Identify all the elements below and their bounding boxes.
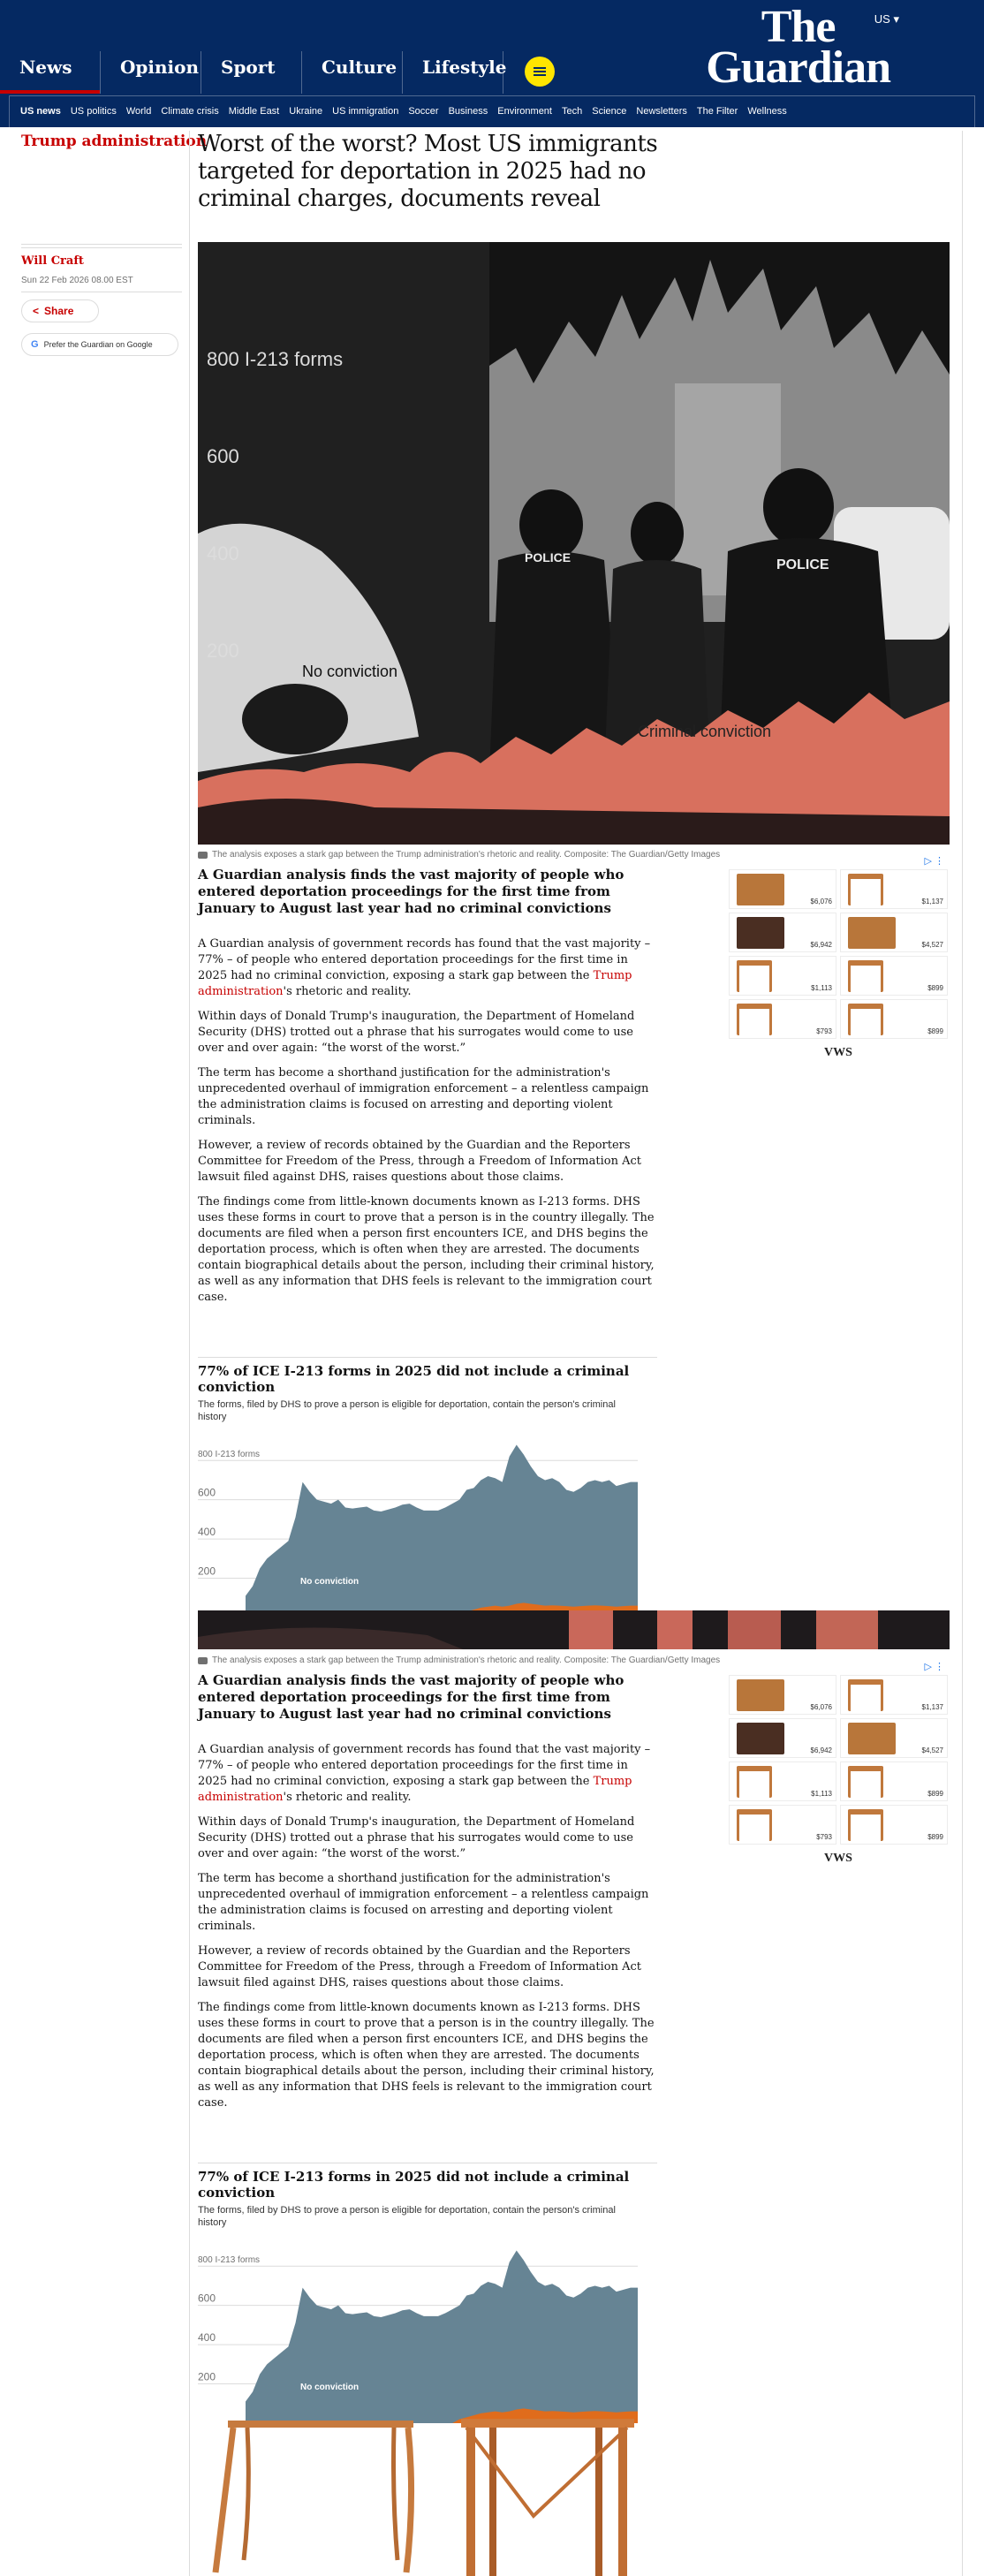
pillar-lifestyle[interactable]: Lifestyle xyxy=(403,51,503,94)
column-divider xyxy=(189,131,190,2576)
chart-container xyxy=(198,1357,657,1626)
section-label[interactable]: Trump administration xyxy=(21,133,208,150)
series-label-no-conviction: No conviction xyxy=(300,2383,360,2393)
prefer-google-button[interactable] xyxy=(21,333,178,356)
ad-product[interactable]: $4,527 xyxy=(840,913,948,952)
police-patch-1: POLICE xyxy=(525,550,571,564)
series-label-no-conviction: No conviction xyxy=(300,1577,360,1587)
subnav-us-politics[interactable]: US politics xyxy=(70,106,117,117)
ad-product[interactable]: $1,137 xyxy=(840,869,948,909)
paragraph: However, a review of records obtained by the Guardian and the Reporters Committee for Freedom of the Press, through a Freedom of Information Act lawsuit filed against DHS, raises questions about those claims. xyxy=(198,1944,641,1989)
paragraph: Within days of Donald Trump's inauguration, the Department of Homeland Security (DHS) trotted out a phrase that his surrogates would come to use over and over again: “the worst of the worst.” xyxy=(198,1010,635,1055)
prefer-google-label: Prefer the Guardian on Google xyxy=(43,340,153,349)
standfirst: A Guardian analysis finds the vast majority of people who entered deportation proceedings for the first time from January to August last year had no criminal convictions xyxy=(198,867,624,916)
chart-subtitle: The forms, filed by DHS to prove a person is eligible for deportation, contain the person's criminal history xyxy=(198,1399,616,1422)
camera-icon xyxy=(198,1657,208,1664)
subnav-world[interactable]: World xyxy=(125,106,152,117)
subnav-us-immigration[interactable]: US immigration xyxy=(332,106,399,117)
subnav-tech[interactable]: Tech xyxy=(562,106,583,117)
ad-logo[interactable]: VWS xyxy=(824,1852,852,1865)
advertisement[interactable] xyxy=(729,856,948,1072)
y-tick-label: 600 xyxy=(198,2292,216,2305)
ad-product[interactable]: $793 xyxy=(729,999,836,1039)
y-tick-label: 200 xyxy=(198,2370,216,2383)
y-tick-label: 800 I-213 forms xyxy=(198,2255,261,2266)
headline: Worst of the worst? Most US immigrants targeted for deportation in 2025 had no criminal charges, documents reveal xyxy=(198,131,658,212)
hero-y-label-400: 400 xyxy=(207,542,239,564)
ad-product[interactable]: $1,113 xyxy=(729,956,836,996)
pillar-news[interactable]: News xyxy=(0,51,101,94)
trump-administration-link[interactable]: Trump administration xyxy=(198,1775,632,1804)
hero-image-strip xyxy=(198,1610,950,1649)
ad-product[interactable]: $6,076 xyxy=(729,869,836,909)
share-button[interactable] xyxy=(21,299,99,322)
ad-choices-icon[interactable]: ▷ ⋮ xyxy=(924,856,944,867)
share-label: Share xyxy=(44,305,74,317)
hero-image xyxy=(198,242,950,845)
ad-choices-icon[interactable]: ▷ ⋮ xyxy=(924,1662,944,1672)
publish-date: Sun 22 Feb 2026 08.00 EST xyxy=(21,276,133,285)
subnav-us-news[interactable]: US news xyxy=(20,106,61,117)
subnav-newsletters[interactable]: Newsletters xyxy=(636,106,687,117)
paragraph: A Guardian analysis of government records has found that the vast majority – 77% – of people who entered deportation proceedings for the first time in 2025 had no criminal conviction, exposing a stark gap between the Trump administration's rhetoric and reality. xyxy=(198,1743,651,1804)
hero-label-no-conviction: No conviction xyxy=(302,663,398,680)
share-icon: < xyxy=(33,305,40,317)
image-caption: The analysis exposes a stark gap between the Trump administration's rhetoric and reality. Composite: The Guardian/Getty Images xyxy=(198,1655,720,1665)
series-no-conviction xyxy=(246,1444,638,1618)
edition-selector[interactable]: US ▾ xyxy=(874,12,899,26)
divider xyxy=(21,244,182,245)
paragraph: The term has become a shorthand justification for the administration's unprecedented overhaul of immigration enforcement – a relentless campaign the administration claims is focused on arresting and deporting violent criminals. xyxy=(198,1066,649,1127)
chart-title: 77% of ICE I-213 forms in 2025 did not include a criminal conviction xyxy=(198,2169,630,2201)
ad-product[interactable]: $899 xyxy=(840,1805,948,1845)
subnav-ukraine[interactable]: Ukraine xyxy=(289,106,323,117)
series-no-conviction xyxy=(246,2250,638,2423)
pillar-nav xyxy=(0,51,507,94)
chart-subtitle: The forms, filed by DHS to prove a person is eligible for deportation, contain the person's criminal history xyxy=(198,2205,616,2228)
article-body xyxy=(198,936,657,1315)
paragraph: The term has become a shorthand justification for the administration's unprecedented overhaul of immigration enforcement – a relentless campaign the administration claims is focused on arresting and deporting violent criminals. xyxy=(198,1872,649,1933)
subnav-business[interactable]: Business xyxy=(448,106,488,117)
hamburger-icon xyxy=(534,67,546,76)
subnav-wellness[interactable]: Wellness xyxy=(747,106,787,117)
pillar-opinion[interactable]: Opinion xyxy=(101,51,201,94)
y-tick-label: 400 xyxy=(198,1526,216,1539)
byline[interactable]: Will Craft xyxy=(21,254,84,268)
image-caption: The analysis exposes a stark gap between the Trump administration's rhetoric and reality. Composite: The Guardian/Getty Images xyxy=(198,850,720,860)
trump-administration-link[interactable]: Trump administration xyxy=(198,969,632,998)
area-chart xyxy=(198,1423,657,1626)
paragraph: Within days of Donald Trump's inauguration, the Department of Homeland Security (DHS) trotted out a phrase that his surrogates would come to use over and over again: “the worst of the worst.” xyxy=(198,1815,635,1860)
chart-title: 77% of ICE I-213 forms in 2025 did not include a criminal conviction xyxy=(198,1363,630,1395)
menu-button[interactable] xyxy=(525,57,555,87)
y-tick-label: 600 xyxy=(198,1486,216,1499)
subnav-environment[interactable]: Environment xyxy=(497,106,552,117)
column-divider xyxy=(962,131,963,2576)
chevron-down-icon: ▾ xyxy=(893,12,899,26)
subnav-science[interactable]: Science xyxy=(592,106,627,117)
standfirst: A Guardian analysis finds the vast majority of people who entered deportation proceedings for the first time from January to August last year had no criminal convictions xyxy=(198,1672,624,1722)
area-chart xyxy=(198,2229,657,2432)
chart-container xyxy=(198,2163,657,2432)
ad-product[interactable]: $793 xyxy=(729,1805,836,1845)
police-patch-2: POLICE xyxy=(776,557,829,572)
subnav-middle-east[interactable]: Middle East xyxy=(228,106,280,117)
hero-label-criminal-conviction: Criminal conviction xyxy=(638,723,772,740)
ad-product[interactable]: $1,113 xyxy=(729,1762,836,1801)
ad-product[interactable]: $6,942 xyxy=(729,913,836,952)
sub-navigation xyxy=(9,95,975,127)
paragraph: A Guardian analysis of government records has found that the vast majority – 77% – of people who entered deportation proceedings for the first time in 2025 had no criminal conviction, exposing a stark gap between the Trump administration's rhetoric and reality. xyxy=(198,937,651,998)
hero-y-label-800: 800 I-213 forms xyxy=(207,348,344,370)
paragraph: The findings come from little-known documents known as I-213 forms. DHS uses these forms in court to prove that a person is in the country illegally. The documents are filed when a person first encounters ICE, and DHS begins the deportation process, which is often when they are arrested. The documents contain biographical details about the person, including their criminal history, as well as any information that DHS feels is relevant to the immigration court case. xyxy=(198,2001,655,2110)
camera-icon xyxy=(198,852,208,859)
ad-product[interactable]: $4,527 xyxy=(840,1718,948,1758)
ad-product[interactable]: $899 xyxy=(840,1762,948,1801)
divider xyxy=(21,247,182,248)
advertisement[interactable] xyxy=(729,1662,948,1878)
article-body xyxy=(198,1742,657,2120)
paragraph: However, a review of records obtained by the Guardian and the Reporters Committee for Freedom of the Press, through a Freedom of Information Act lawsuit filed against DHS, raises questions about those claims. xyxy=(198,1139,641,1184)
y-tick-label: 400 xyxy=(198,2331,216,2345)
ad-product[interactable]: $899 xyxy=(840,999,948,1039)
hero-y-label-600: 600 xyxy=(207,445,239,467)
ad-product[interactable]: $6,942 xyxy=(729,1718,836,1758)
masthead xyxy=(0,0,984,127)
pillar-culture[interactable]: Culture xyxy=(302,51,403,94)
ad-product[interactable]: $1,137 xyxy=(840,1675,948,1715)
ad-logo[interactable]: VWS xyxy=(824,1046,852,1059)
guardian-logo[interactable]: The Guardian xyxy=(706,2,890,93)
hero-y-label-200: 200 xyxy=(207,640,239,662)
ad-product[interactable]: $899 xyxy=(840,956,948,996)
y-tick-label: 200 xyxy=(198,1565,216,1578)
paragraph: The findings come from little-known documents known as I-213 forms. DHS uses these forms in court to prove that a person is in the country illegally. The documents are filed when a person first encounters ICE, and DHS begins the deportation process, which is often when they are arrested. The documents contain biographical details about the person, including their criminal history, as well as any information that DHS feels is relevant to the immigration court case. xyxy=(198,1195,655,1304)
google-icon: G xyxy=(31,339,39,350)
subnav-soccer[interactable]: Soccer xyxy=(408,106,439,117)
pillar-sport[interactable]: Sport xyxy=(201,51,302,94)
ad-product[interactable]: $6,076 xyxy=(729,1675,836,1715)
y-tick-label: 800 I-213 forms xyxy=(198,1450,261,1460)
ad-furniture-image[interactable] xyxy=(198,2410,657,2576)
subnav-the-filter[interactable]: The Filter xyxy=(696,106,738,117)
subnav-climate-crisis[interactable]: Climate crisis xyxy=(161,106,219,117)
